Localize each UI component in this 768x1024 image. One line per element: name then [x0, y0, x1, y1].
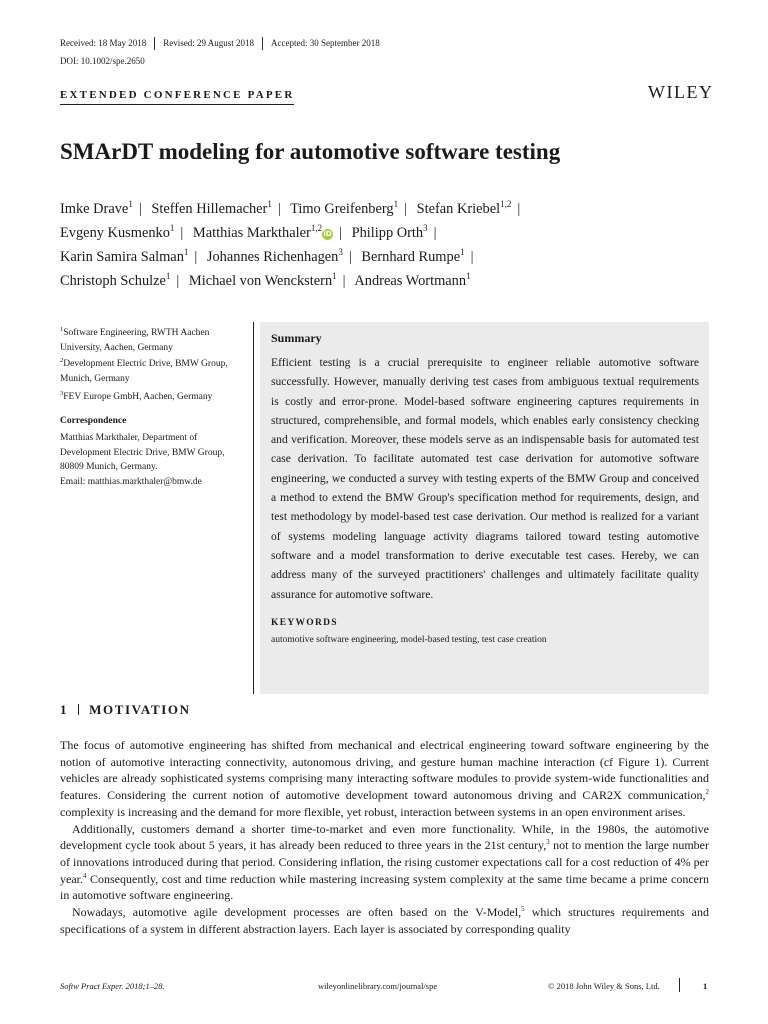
- keywords-heading: KEYWORDS: [271, 617, 338, 628]
- journal-citation: Softw Pract Exper. 2018;1–28.: [60, 981, 165, 991]
- column-divider: [253, 322, 254, 694]
- text-run: complexity is increasing and the demand for more flexible, yet robust, interaction between systems in an open environment arises.: [60, 804, 686, 819]
- orcid-icon[interactable]: iD: [323, 230, 332, 238]
- abstract-text: Efficient testing is a crucial prerequisite to engineer reliable automotive software successfully. However, manually deriving test cases from ambiguous textual requirements is costly and error-prone. Model-based software engineering captures requirements in structured, comprehensible, and formal models, which enables early consistency checking and verification. Moreover, these models serve as an indispensable basis for automated test case derivation. To facilitate automated test case derivation for automotive software engineering, we conducted a survey with testing experts of the BMW Group and conceived a method to extend the BMW Group's specification method for requirements, design, and test methodology by model-based test case derivation. Our method is realized for a variant of systems modeling language activity diagrams tailored toward testing automotive software and a model transformation to derive executable test cases. Hereby, we can address many of the surveyed practitioners' challenges and ultimately facilitate quality assurance for automotive software.: [271, 356, 699, 601]
- text-run: not to mention the large number of innovations introduced during that period. Considering inflation, the rising customer expectations call for a cost reduction of 4% per year.: [60, 838, 709, 886]
- author[interactable]: Evgeny Kusmenko: [60, 225, 170, 241]
- text-run: Additionally, customers demand a shorter time-to-market and even more functionality. While, in the 1980s, the automotive development cycle took about 5 years, it has already been reduced to three years in the 21st century,: [60, 821, 709, 853]
- affiliation-text: Software Engineering, RWTH Aachen University, Aachen, Germany: [60, 328, 210, 354]
- author-affiliation: 1: [267, 199, 272, 210]
- citation-ref[interactable]: 2: [705, 788, 709, 797]
- journal-url[interactable]: wileyonlinelibrary.com/journal/spe: [318, 981, 438, 991]
- author[interactable]: Bernhard Rumpe: [361, 249, 461, 265]
- author-list: Imke Drave$^1$ | Steffen Hillemacher$^1$ | Timo Greifenberg$^1$ | Stefan Kriebel$^{1,2}$ | Evgeny Kusmenko$^1$ | Matthias Markthaler$^{1,2}$iD | Philipp Orth$^3$ | Karin Samira Salman$^1$ | Johannes Richenhagen$^3$ | Bernhard Rumpe$^1$ | Christoph Schulze$^1$ | Michael von Wenckstern$^1$ | Andreas Wortmann$^1$: [60, 199, 521, 289]
- author-affiliation: 1: [128, 199, 133, 210]
- body-paragraph: [60, 737, 709, 821]
- affiliation: [60, 322, 246, 356]
- publisher-logo: WILEY: [648, 82, 714, 102]
- keywords: automotive software engineering, model-based testing, test case creation: [271, 634, 547, 645]
- page-number: 1: [703, 981, 708, 991]
- author-affiliation: 1: [165, 271, 171, 282]
- text-run: which structures requirements and specifications of a system in different abstraction layers. Each layer is associated by corresponding quality: [60, 905, 709, 936]
- correspondence-heading: Correspondence: [60, 416, 127, 426]
- citation-ref[interactable]: 5: [521, 905, 525, 914]
- author[interactable]: Philipp Orth: [351, 225, 424, 241]
- doi[interactable]: DOI: 10.1002/spe.2650: [60, 56, 145, 66]
- accepted-date: Accepted: 30 September 2018: [262, 37, 388, 50]
- author[interactable]: Stefan Kriebel: [416, 201, 501, 217]
- correspondence-email[interactable]: Email: matthias.markthaler@bmw.de: [60, 476, 202, 487]
- affiliation-text: Development Electric Drive, BMW Group, Munich, Germany: [60, 359, 228, 385]
- affiliation-number: 3: [60, 390, 64, 397]
- author-affiliation: 1: [466, 271, 471, 282]
- affiliation-text: FEV Europe GmbH, Aachen, Germany: [63, 392, 213, 403]
- section-divider: [78, 704, 79, 715]
- abstract-heading: Summary: [271, 331, 322, 345]
- author[interactable]: Steffen Hillemacher: [151, 201, 268, 217]
- section-number: 1: [60, 702, 69, 717]
- author-affiliation: 1: [460, 247, 465, 258]
- received-date: Received: 18 May 2018: [60, 38, 147, 48]
- affiliation-number: 1: [60, 326, 64, 333]
- body-paragraph: [60, 821, 709, 905]
- author-affiliation: 1: [393, 199, 399, 210]
- section-heading: [60, 702, 191, 718]
- author[interactable]: Imke Drave: [60, 201, 129, 217]
- author[interactable]: Christoph Schulze: [60, 273, 166, 289]
- correspondence-text: Matthias Markthaler, Department of Development Electric Drive, BMW Group, 80809 Munich, Germany.: [60, 433, 225, 472]
- author-affiliation: 3: [423, 223, 428, 234]
- author[interactable]: Timo Greifenberg: [290, 201, 394, 217]
- author[interactable]: Matthias Markthaler: [192, 225, 311, 241]
- abstract-box: [260, 322, 709, 694]
- correspondence-block: [60, 431, 246, 489]
- revised-date: Revised: 29 August 2018: [154, 37, 262, 50]
- citation-ref[interactable]: 3: [546, 838, 550, 847]
- section-title: MOTIVATION: [89, 702, 191, 717]
- author-affiliation: 1,2: [310, 223, 323, 234]
- citation-ref[interactable]: 4: [83, 871, 87, 880]
- text-run: Nowadays, automotive agile development processes are often based on the V-Model,: [72, 905, 522, 920]
- affiliation: [60, 353, 246, 387]
- author[interactable]: Johannes Richenhagen: [206, 249, 339, 265]
- author-affiliation: 1: [169, 223, 175, 234]
- article-type: EXTENDED CONFERENCE PAPER: [60, 89, 294, 105]
- copyright: © 2018 John Wiley & Sons, Ltd.: [548, 981, 660, 991]
- author-affiliation: 1,2: [500, 199, 512, 210]
- author[interactable]: Karin Samira Salman: [60, 249, 184, 265]
- footer-divider: [679, 978, 680, 992]
- body-paragraph: [60, 904, 709, 937]
- affiliation: [60, 386, 246, 405]
- text-run: Consequently, cost and time reduction while mastering increasing system complexity at the same time became a prime concern in automotive software engineering.: [60, 871, 709, 903]
- author-affiliation: 1: [183, 247, 189, 258]
- author-affiliation: 1: [332, 271, 337, 282]
- body-text: [60, 737, 709, 937]
- author-affiliation: 3: [338, 247, 343, 258]
- text-run: The focus of automotive engineering has shifted from mechanical and electrical engineering toward software engineering by the notion of automotive interacting connectivity, autonomous driving, and gesture human machine interaction (cf Figure 1). Current vehicles are already sophisticated systems comprising many interacting software modules to provide system-wide functionalities and features. Considering the current notion of automotive development toward autonomous driving and CAR2X communication,: [60, 738, 709, 803]
- affiliation-number: 2: [60, 357, 64, 364]
- paper-title: SMArDT modeling for automotive software testing: [60, 139, 561, 164]
- article-dates: [60, 37, 388, 50]
- author[interactable]: Andreas Wortmann: [354, 273, 467, 289]
- author[interactable]: Michael von Wenckstern: [188, 273, 333, 289]
